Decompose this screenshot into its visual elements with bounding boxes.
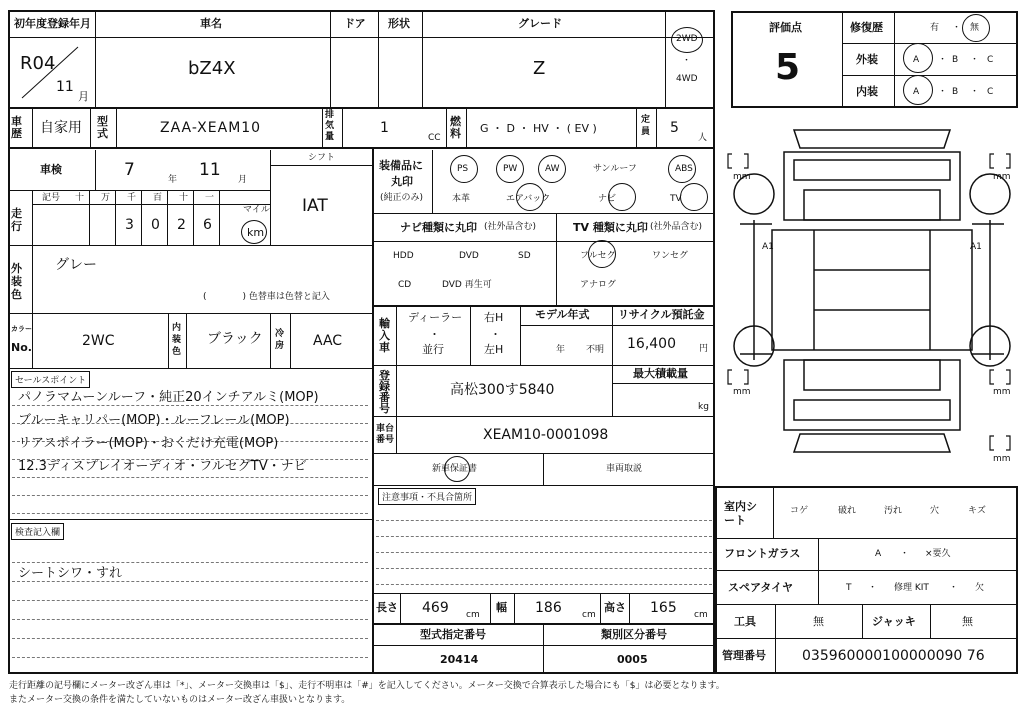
max-load-label: 最大積載量 xyxy=(633,367,688,380)
equipment-item: ナビ xyxy=(598,194,617,204)
inspector-rule xyxy=(12,619,368,620)
tv-item: ワンセグ xyxy=(652,251,689,261)
interior-sheet-label: 室内シート xyxy=(724,500,757,527)
first-reg-month-unit: 月 xyxy=(78,90,89,103)
inspection-label: 車検 xyxy=(40,163,62,176)
spare-tire-label: スペアタイヤ xyxy=(728,581,794,594)
import-lh: 左H xyxy=(484,343,504,356)
drive-4wd: 4WD xyxy=(676,74,698,84)
category-value: 0005 xyxy=(617,653,648,666)
spare-tire-kit: 修理 KIT xyxy=(894,583,929,593)
digit-divider xyxy=(89,190,90,245)
inspector-rule xyxy=(12,581,368,582)
a1-mark-right: A1 xyxy=(970,242,982,252)
digit-divider xyxy=(193,190,194,245)
tv-item: フルセグ xyxy=(580,251,616,261)
grade-b: B xyxy=(952,55,959,65)
interior-sheet-item: 穴 xyxy=(930,506,940,516)
digit-header: 百 xyxy=(153,193,163,203)
notes-label: 注意事項・不具合箇所 xyxy=(378,488,476,505)
digit-divider xyxy=(141,190,142,245)
equipment-item: エアバック xyxy=(506,194,551,204)
tv-item: アナログ xyxy=(580,280,617,290)
grade-dot: ・ xyxy=(938,87,948,97)
tv-label: TV 種類に丸印 xyxy=(573,221,648,234)
equipment-item: AW xyxy=(545,164,560,174)
navi-item: CD xyxy=(398,280,412,290)
tv-sub: (社外品含む) xyxy=(650,222,703,232)
spare-tire-missing: 欠 xyxy=(975,583,985,593)
chassis-value: XEAM10-0001098 xyxy=(483,427,609,443)
km-circle xyxy=(241,220,267,244)
width-value: 186 xyxy=(535,600,562,616)
navi-item: DVD xyxy=(459,251,479,261)
tools-label: 工具 xyxy=(734,615,756,628)
height-value: 165 xyxy=(650,600,677,616)
vehicle-diagram xyxy=(724,120,1020,470)
model-year-label: モデル年式 xyxy=(535,308,590,321)
sales-point-line: 12.3ディスプレイオーディオ・フルセグTV・ナビ xyxy=(18,459,307,474)
jack-value: 無 xyxy=(962,615,973,628)
import-dealer: ディーラー xyxy=(408,311,463,324)
inspector-rule xyxy=(12,600,368,601)
equipment-label-2: 丸印 xyxy=(391,175,413,188)
interior-grade-label: 内装 xyxy=(856,85,878,98)
recycle-value: 16,400 xyxy=(627,336,676,352)
navi-item: HDD xyxy=(393,251,414,261)
sales-rule xyxy=(12,477,368,478)
designation-value: 20414 xyxy=(440,653,479,666)
interior-color-label: 内装色 xyxy=(172,323,182,357)
navi-sub: (社外品含む) xyxy=(484,222,537,232)
inspection-year-unit: 年 xyxy=(168,175,178,185)
model-year-unit: 年 xyxy=(556,345,566,355)
color-no-value: 2WC xyxy=(82,333,115,349)
interior-color-value: ブラック xyxy=(207,331,263,347)
exterior-color-label: 外装色 xyxy=(11,262,22,301)
repair-no-circle xyxy=(962,14,990,42)
digit-divider xyxy=(115,190,116,245)
inspection-year: 7 xyxy=(124,160,135,180)
grade-a: A xyxy=(913,87,920,97)
ac-label: 冷房 xyxy=(275,329,285,351)
model-label: 型式 xyxy=(97,115,108,140)
windshield-replace: ×要久 xyxy=(925,549,951,559)
import-dot: ・ xyxy=(429,328,440,341)
equipment-item: TV xyxy=(670,194,682,204)
inspector-rule xyxy=(12,657,368,658)
width-unit: cm xyxy=(582,610,596,620)
cc-unit: CC xyxy=(428,133,441,143)
kg-unit: kg xyxy=(698,402,709,412)
equipment-item: サンルーフ xyxy=(593,164,637,174)
exterior-color-value: グレー xyxy=(55,257,97,273)
equipment-item: ABS xyxy=(675,164,693,174)
color-no-label: No. xyxy=(11,341,32,354)
jack-label: ジャッキ xyxy=(872,615,916,628)
navi-item: DVD 再生可 xyxy=(442,280,492,290)
shape-label: 形状 xyxy=(388,17,410,30)
notes-rule xyxy=(376,552,712,553)
equipment-circle xyxy=(668,155,696,183)
import-dot-2: ・ xyxy=(490,328,501,341)
odometer-digit: 0 xyxy=(151,217,160,233)
sales-rule xyxy=(12,495,368,496)
car-name: bZ4X xyxy=(188,58,236,79)
notes-rule xyxy=(376,584,712,585)
digit-header: 十 xyxy=(75,193,85,203)
length-label: 長さ xyxy=(376,601,398,614)
grade-dot: ・ xyxy=(970,55,980,65)
equipment-circle xyxy=(516,183,544,211)
notes-rule xyxy=(376,536,712,537)
fuel-label: 燃料 xyxy=(450,115,461,140)
spare-tire-t: T xyxy=(846,583,852,593)
sales-rule xyxy=(12,513,368,514)
registration-label: 登録番号 xyxy=(379,369,390,415)
length-value: 469 xyxy=(422,600,449,616)
footer-line-2: またメーター交換の条件を満たしていないものはメーター改ざん車扱いとなります。 xyxy=(9,695,351,705)
grade-dot: ・ xyxy=(970,87,980,97)
history-label: 車歴 xyxy=(11,115,22,140)
odometer-digit: 3 xyxy=(125,217,134,233)
mile-label: マイル xyxy=(243,205,270,215)
grade-a-circle xyxy=(903,43,933,73)
equipment-label-3: (純正のみ) xyxy=(380,193,424,203)
sales-points-label: セールスポイント xyxy=(11,371,90,388)
equipment-label-1: 装備品に xyxy=(379,159,423,172)
windshield-a: A xyxy=(875,549,882,559)
equipment-item: 本革 xyxy=(452,194,471,204)
designation-label: 型式指定番号 xyxy=(420,628,486,641)
interior-sheet-item: 破れ xyxy=(838,506,857,516)
mm-label-5: mm xyxy=(993,454,1011,464)
manual: 車両取説 xyxy=(606,464,643,474)
recycle-label: リサイクル預託金 xyxy=(618,308,705,321)
digit-header: 一 xyxy=(205,193,215,203)
grade-a-circle xyxy=(903,75,933,105)
exterior-color-note: ( ) 色替車は色替と記入 xyxy=(203,292,330,302)
length-unit: cm xyxy=(466,610,480,620)
first-reg-month: 11 xyxy=(56,79,74,95)
import-parallel: 並行 xyxy=(422,343,444,356)
drive-dot: ・ xyxy=(682,56,692,66)
inspector-rule xyxy=(12,562,368,563)
grade-b: B xyxy=(952,87,959,97)
repair-label: 修復歴 xyxy=(850,21,883,34)
grade-label: グレード xyxy=(518,17,562,30)
sales-point-line: ブルーキャリパー(MOP)・ルーフレール(MOP) xyxy=(18,413,290,428)
grade-c: C xyxy=(987,55,994,65)
spare-tire-dot-2: ・ xyxy=(949,583,959,593)
exterior-grade-label: 外装 xyxy=(856,53,878,66)
capacity-label: 定員 xyxy=(641,115,651,137)
drive-2wd: 2WD xyxy=(676,34,698,44)
digit-divider xyxy=(219,190,220,245)
management-value: 035960000100000090 76 xyxy=(802,648,985,664)
height-label: 高さ xyxy=(604,601,626,614)
repair-yes: 有 xyxy=(930,23,940,33)
model-value: ZAA-XEAM10 xyxy=(160,120,262,136)
car-name-label: 車名 xyxy=(200,17,222,30)
inspection-month-unit: 月 xyxy=(238,175,248,185)
management-label: 管理番号 xyxy=(722,649,766,662)
odometer-digit: 6 xyxy=(203,217,212,233)
inspection-month: 11 xyxy=(199,160,221,180)
symbol-label: 記号 xyxy=(42,193,61,203)
mileage-label: 走行 xyxy=(11,207,22,233)
equipment-circle xyxy=(496,155,524,183)
mm-label-1: mm xyxy=(733,172,751,182)
grade-a: A xyxy=(913,55,920,65)
equipment-circle xyxy=(608,183,636,211)
shift-label: シフト xyxy=(308,153,336,163)
navi-item: SD xyxy=(518,251,531,261)
width-label: 幅 xyxy=(496,601,507,614)
km-label: km xyxy=(247,226,265,239)
windshield-label: フロントガラス xyxy=(724,547,801,560)
shift-value: IAT xyxy=(302,196,328,216)
footer-line-1: 走行距離の記号欄にメーター改ざん車は「*」、メーター交換車は「$」、走行不明車は「#」を記入してください。メーター交換で合算表示した場合にも「$」は必要となります。 xyxy=(9,681,725,691)
interior-sheet-item: キズ xyxy=(968,506,986,516)
digit-divider xyxy=(167,190,168,245)
tools-value: 無 xyxy=(813,615,824,628)
equipment-item: PS xyxy=(457,164,469,174)
color-no-label-top: カラー xyxy=(11,325,32,333)
equipment-circle xyxy=(538,155,566,183)
model-year-unknown: 不明 xyxy=(586,345,605,355)
height-unit: cm xyxy=(694,610,708,620)
person-unit: 人 xyxy=(698,133,708,143)
a1-mark-left: A1 xyxy=(762,242,774,252)
navi-label: ナビ種類に丸印 xyxy=(400,221,477,234)
chassis-label: 車台番号 xyxy=(376,424,395,445)
new-warranty: 新車保証書 xyxy=(432,464,478,474)
fullseg-circle xyxy=(588,240,616,268)
equipment-item: PW xyxy=(503,164,518,174)
windshield-dot: ・ xyxy=(900,549,910,559)
digit-header: 千 xyxy=(127,193,137,203)
registration-value: 高松300す5840 xyxy=(450,382,555,398)
interior-sheet-item: 汚れ xyxy=(884,506,903,516)
new-warranty-circle xyxy=(444,456,470,482)
category-label: 類別区分番号 xyxy=(601,628,667,641)
repair-dot: ・ xyxy=(952,23,962,33)
notes-rule xyxy=(376,520,712,521)
repair-no: 無 xyxy=(970,23,980,33)
equipment-circle xyxy=(680,183,708,211)
import-rh: 右H xyxy=(484,311,504,324)
sales-point-line: パノラマムーンルーフ・純正20インチアルミ(MOP) xyxy=(18,390,319,405)
inspector-rule xyxy=(12,638,368,639)
grade-value: Z xyxy=(533,58,546,79)
displacement-label: 排気量 xyxy=(325,110,335,142)
fuel-value: G ・ D ・ HV ・ ( EV ) xyxy=(480,122,597,135)
capacity-value: 5 xyxy=(670,120,679,136)
odometer-digit: 2 xyxy=(177,217,186,233)
sales-rule xyxy=(12,405,368,406)
mm-label-4: mm xyxy=(993,387,1011,397)
notes-rule xyxy=(376,568,712,569)
inspector-note-line: シートシワ・すれ xyxy=(18,566,123,581)
ac-value: AAC xyxy=(313,333,343,349)
sales-point-line: リアスポイラー(MOP)・おくだけ充電(MOP) xyxy=(18,436,279,451)
door-label: ドア xyxy=(344,17,366,30)
displacement-value: 1 xyxy=(380,120,389,136)
digit-header: 十 xyxy=(179,193,189,203)
grade-dot: ・ xyxy=(938,55,948,65)
first-reg-year: R04 xyxy=(20,53,56,74)
equipment-circle xyxy=(450,155,478,183)
grade-c: C xyxy=(987,87,994,97)
import-label: 輸入車 xyxy=(379,317,390,354)
yen-unit: 円 xyxy=(699,344,709,354)
inspector-notes-label: 検査記入欄 xyxy=(11,523,64,540)
first-reg-label: 初年度登録年月 xyxy=(14,17,91,30)
score-value: 5 xyxy=(775,47,801,88)
mm-label-3: mm xyxy=(733,387,751,397)
mm-label-2: mm xyxy=(993,172,1011,182)
interior-sheet-item: コゲ xyxy=(790,506,809,516)
drive-2wd-circle xyxy=(671,27,703,53)
history-value: 自家用 xyxy=(40,120,82,136)
score-label: 評価点 xyxy=(769,21,802,34)
digit-header: 万 xyxy=(101,193,111,203)
spare-tire-dot-1: ・ xyxy=(868,583,878,593)
